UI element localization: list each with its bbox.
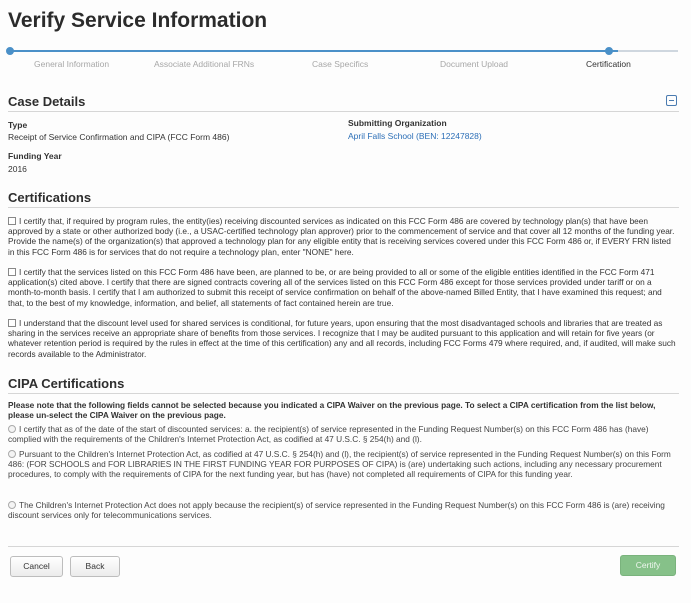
case-details-divider [8,111,679,112]
page-title: Verify Service Information [8,9,268,32]
certification-item [8,267,678,308]
step-associate-frns[interactable]: Associate Additional FRNs [154,59,255,69]
type-value: Receipt of Service Confirmation and CIPA (FCC Form 486) [8,132,230,142]
certifications-divider [8,207,679,208]
progress-fill [8,50,618,52]
certification-text: I certify that, if required by program rules, the entity(ies) receiving discounted services as indicated on this FCC Form 486 are covered by technology plan(s) that have been approved by a state or other authorized body (i.e., a USAC-certified technology plan approver) prior to the commencement of service and that cover all 12 months of the funding year. Provide the name(s) of the organization(s) that approved a technology plan for any eligible entity that is receiving services covered under this FCC Form 486 or, if EVERY FRN listed in this FCC Form 486 is for services that do not require a technology plan, enter "NONE" here. [8,216,675,257]
progress-tracker [8,47,678,73]
case-details-heading: Case Details [8,94,86,109]
funding-year-value: 2016 [8,164,27,174]
submitting-org-link[interactable]: April Falls School (BEN: 12247828) [348,131,482,141]
back-button[interactable]: Back [70,556,120,577]
footer-divider [8,546,679,547]
cipa-option-text: Pursuant to the Children's Internet Protection Act, as codified at 47 U.S.C. § 254(h) and (l), the recipient(s) of service represented in the Funding Request Number(s) on this Form 486: (FOR SCHOOLS and FOR LIBRARIES IN THE FIRST FUNDING YEAR FOR PURPOSES OF CIPA) is (are) undertaking such actions, including any necessary procurement procedures, to comply with the requirements of CIPA for the next funding year, but has (have) not completed all requirements of CIPA for this funding year. [8,449,671,480]
cipa-divider [8,393,679,394]
cipa-option-text: I certify that as of the date of the start of discounted services: a. the recipient(s) of service represented in the Funding Request Number(s) on this FCC Form 486 has (have) complied with the requirements of the Children's Internet Protection Act, as codified at 47 U.S.C. § 254(h) and (l). [8,424,649,445]
funding-year-label: Funding Year [8,151,62,161]
cipa-option [8,424,678,444]
cipa-heading: CIPA Certifications [8,376,125,391]
certification-checkbox[interactable] [8,319,16,327]
type-label: Type [8,120,28,130]
cipa-option-radio[interactable] [8,425,16,433]
certifications-heading: Certifications [8,190,92,205]
progress-start-dot [6,47,14,55]
progress-current-dot [605,47,613,55]
certification-checkbox[interactable] [8,217,16,225]
cancel-button[interactable]: Cancel [10,556,63,577]
cipa-option [8,500,678,520]
certification-item [8,318,678,359]
step-document-upload[interactable]: Document Upload [440,59,509,69]
certification-text: I certify that the services listed on this FCC Form 486 have been, are planned to be, or are being provided to all or some of the eligible entities identified in the FCC Form 471 application(s) cited above. I certify that there are signed contracts covering all of the services listed on this FCC Form 486 except for those services provided under tariff or on a month-to-month basis. I certify that I am authorized to submit this receipt of service confirmation on behalf of the above-named Billed Entity, that I have examined this request; and that, to the best of my knowledge, information, and belief, all statements of fact contained herein are true. [8,267,662,308]
cipa-waiver-note: Please note that the following fields cannot be selected because you indicated a CIPA Waiver on the previous page. To select a CIPA certification from the list below, please un-select the CIPA Waiver on the previous page. [8,400,656,421]
step-case-specifics[interactable]: Case Specifics [312,59,369,69]
certify-button[interactable]: Certify [620,555,676,576]
step-certification[interactable]: Certification [586,59,631,69]
step-general-information[interactable]: General Information [34,59,110,69]
cipa-option [8,449,678,480]
submitting-org-label: Submitting Organization [348,118,447,128]
cipa-option-radio[interactable] [8,501,16,509]
certification-text: I understand that the discount level used for shared services is conditional, for future years, upon ensuring that the most disadvantaged schools and libraries that are treated as sharing in the services receive an appropriate share of benefits from those services. I recognize that I may be audited pursuant to this application and will retain for five years (or whatever retention period is required by the rules in effect at the time of this certification) any and all records, including FCC Forms 479 where required, and, if audited, will make such records available to the Administrator. [8,318,676,359]
cipa-option-radio[interactable] [8,450,16,458]
certification-checkbox[interactable] [8,268,16,276]
certification-item [8,216,678,257]
collapse-icon[interactable] [666,95,677,106]
cipa-option-text: The Children's Internet Protection Act does not apply because the recipient(s) of service represented in the Funding Request Number(s) on this FCC Form 486 is (are) receiving discount services only for telecommunications services. [8,500,665,521]
